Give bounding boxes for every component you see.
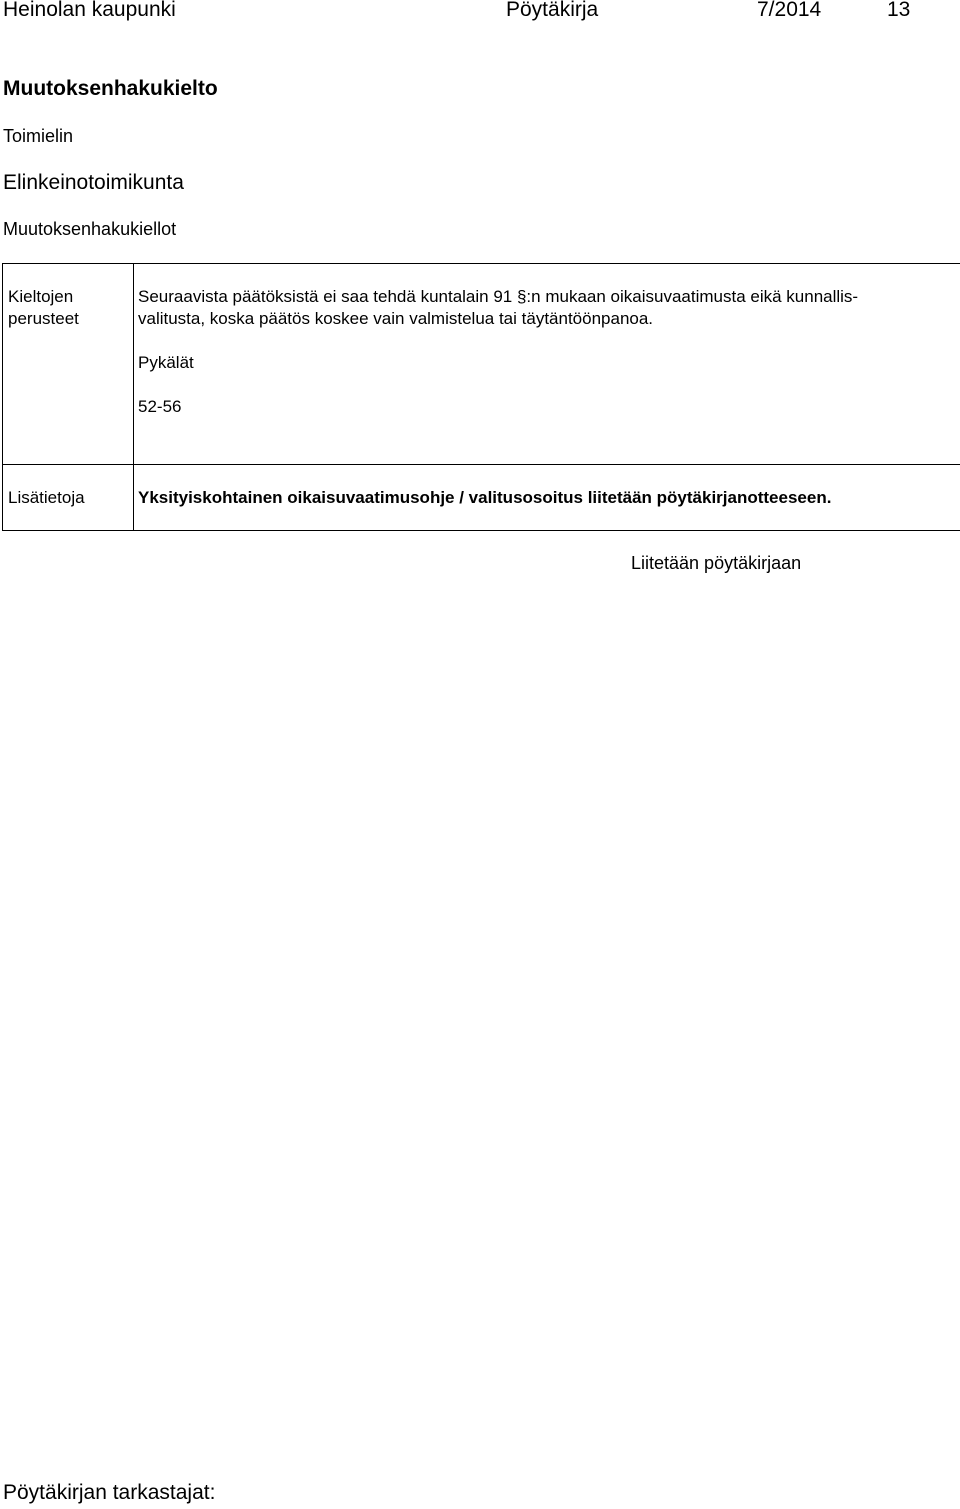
restriction-text-line: valitusta, koska päätös koskee vain valmistelua tai täytäntöönpanoa.: [138, 309, 654, 328]
attached-note: Liitetään pöytäkirjaan: [631, 553, 802, 573]
sections-value: 52-56: [138, 397, 182, 416]
table-row: [3, 465, 960, 531]
label-line: perusteet: [8, 309, 79, 328]
footer-reviewers-label: Pöytäkirjan tarkastajat:: [3, 1481, 216, 1504]
row-label: Lisätietoja: [3, 465, 134, 530]
page-number: 13: [887, 0, 911, 21]
row-label: [3, 264, 134, 464]
document-type: Pöytäkirja: [506, 0, 599, 21]
sections-label: Pykälät: [138, 353, 194, 372]
minutes-number: 7/2014: [757, 0, 822, 21]
organization-name: Heinolan kaupunki: [3, 0, 176, 21]
row-content: [134, 264, 960, 464]
section-heading: Muutoksenhakukiellot: [3, 219, 177, 239]
label-line: Kieltojen: [8, 287, 74, 306]
restriction-text-line: Seuraavista päätöksistä ei saa tehdä kuntalain 91 §:n mukaan oikaisuvaatimusta eikä kunnallis-: [138, 287, 859, 306]
appeal-restriction-table: [2, 263, 960, 531]
body-label: Toimielin: [3, 126, 74, 146]
row-content: Yksityiskohtainen oikaisuvaatimusohje / valitusosoitus liitetään pöytäkirjanotteeseen.: [138, 488, 832, 507]
page-title: Muutoksenhakukielto: [3, 77, 218, 100]
body-name: Elinkeinotoimikunta: [3, 171, 184, 194]
table-row: [3, 264, 960, 465]
